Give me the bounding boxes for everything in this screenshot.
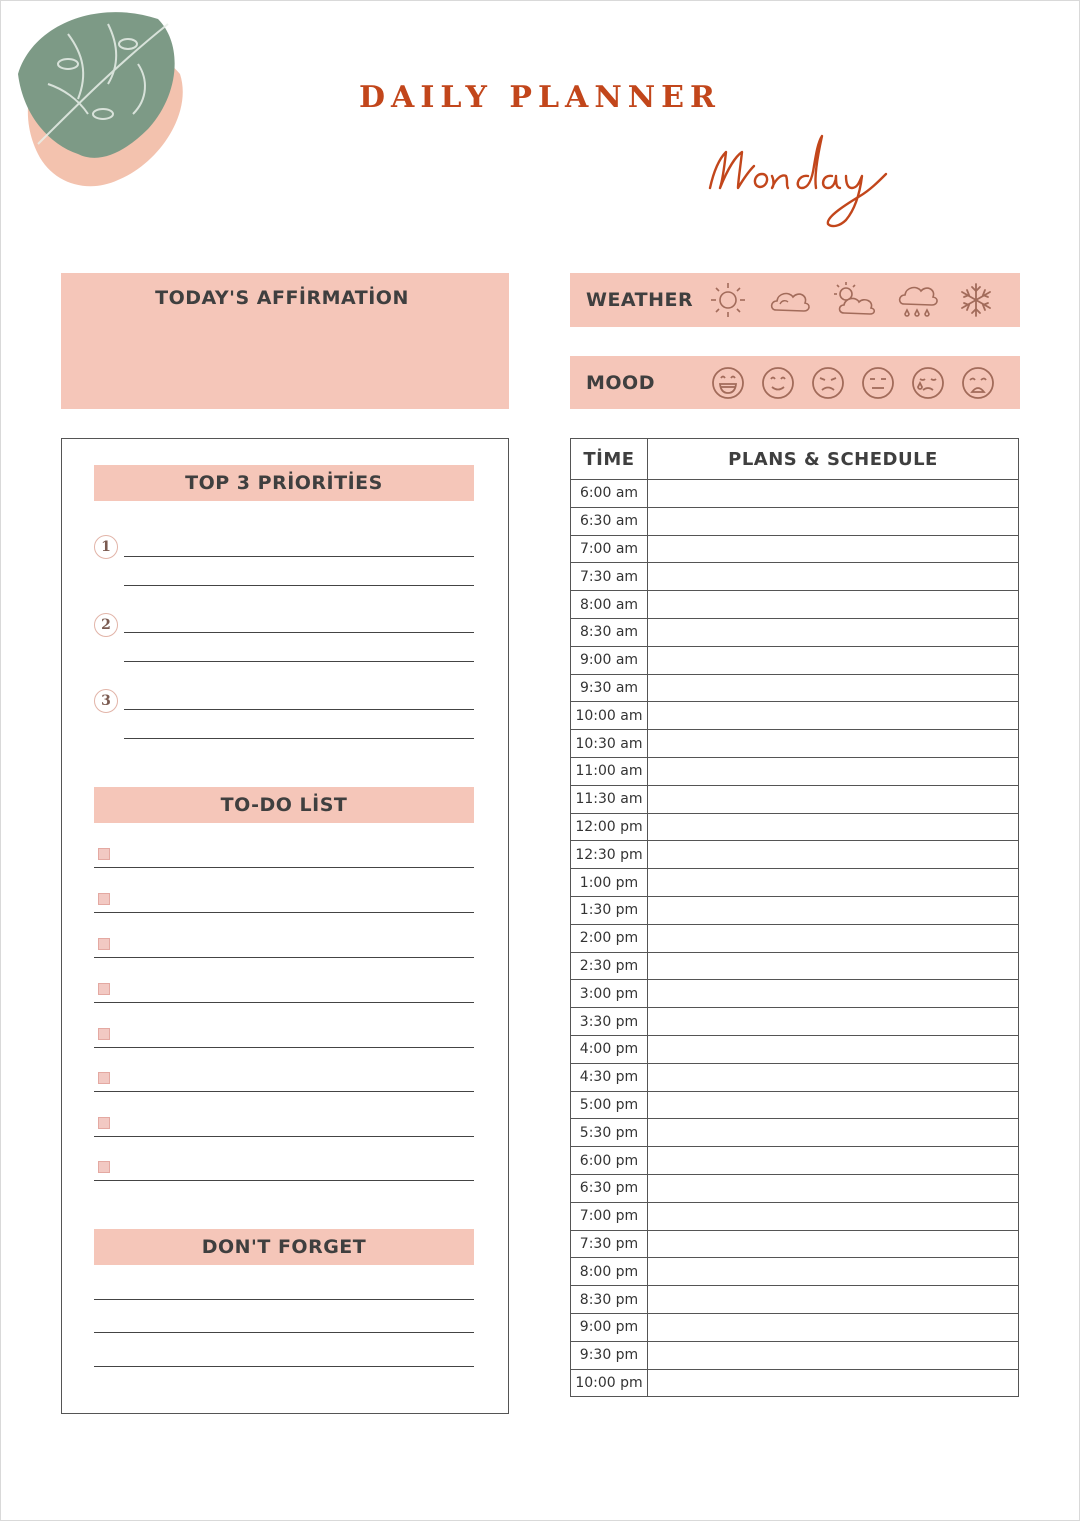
schedule-row	[571, 896, 1019, 924]
todo-line[interactable]	[94, 1047, 474, 1048]
schedule-row	[571, 1341, 1019, 1369]
schedule-row	[571, 1091, 1019, 1119]
time-cell: 12:30 pm	[571, 841, 648, 869]
plan-cell[interactable]	[648, 1230, 1019, 1258]
left-panel	[61, 438, 509, 1414]
time-cell: 9:00 am	[571, 646, 648, 674]
time-cell: 4:30 pm	[571, 1063, 648, 1091]
dont-forget-line[interactable]	[94, 1366, 474, 1367]
weather-icons	[708, 280, 994, 320]
plans-header: PLANS & SCHEDULE	[648, 439, 1019, 480]
time-cell: 2:30 pm	[571, 952, 648, 980]
time-cell: 10:00 am	[571, 702, 648, 730]
priority-2-line-a[interactable]	[124, 632, 474, 633]
plan-cell[interactable]	[648, 869, 1019, 897]
time-cell: 2:00 pm	[571, 924, 648, 952]
schedule-row	[571, 1063, 1019, 1091]
plan-cell[interactable]	[648, 1258, 1019, 1286]
time-cell: 11:30 am	[571, 785, 648, 813]
schedule-header-row	[571, 439, 1019, 480]
schedule-row	[571, 563, 1019, 591]
priority-3-line-a[interactable]	[124, 709, 474, 710]
todo-checkbox[interactable]	[98, 1161, 110, 1173]
plan-cell[interactable]	[648, 841, 1019, 869]
affirmation-box[interactable]	[61, 273, 509, 409]
todo-line[interactable]	[94, 1002, 474, 1003]
schedule-row	[571, 1313, 1019, 1341]
schedule-row	[571, 507, 1019, 535]
schedule-row	[571, 757, 1019, 785]
plan-cell[interactable]	[648, 563, 1019, 591]
time-cell: 5:00 pm	[571, 1091, 648, 1119]
plan-cell[interactable]	[648, 618, 1019, 646]
time-cell: 1:30 pm	[571, 896, 648, 924]
snowflake-icon[interactable]	[958, 280, 994, 320]
dont-forget-line[interactable]	[94, 1299, 474, 1300]
plan-cell[interactable]	[648, 757, 1019, 785]
plan-cell[interactable]	[648, 924, 1019, 952]
crying-face-icon[interactable]	[910, 365, 946, 401]
schedule-row	[571, 1035, 1019, 1063]
schedule-row	[571, 924, 1019, 952]
schedule-row	[571, 1369, 1019, 1397]
time-cell: 8:00 am	[571, 591, 648, 619]
plan-cell[interactable]	[648, 1313, 1019, 1341]
schedule-row	[571, 1230, 1019, 1258]
priority-number-2: 2	[94, 613, 118, 637]
schedule-row	[571, 1008, 1019, 1036]
schedule-row	[571, 480, 1019, 508]
plan-cell[interactable]	[648, 1008, 1019, 1036]
weather-box	[570, 273, 1020, 327]
todo-line[interactable]	[94, 957, 474, 958]
plan-cell[interactable]	[648, 1119, 1019, 1147]
plan-cell[interactable]	[648, 785, 1019, 813]
upset-face-icon[interactable]	[960, 365, 996, 401]
priority-2-line-b[interactable]	[124, 661, 474, 662]
time-header: TİME	[571, 439, 648, 480]
todo-header	[94, 787, 474, 823]
time-cell: 1:00 pm	[571, 869, 648, 897]
plan-cell[interactable]	[648, 535, 1019, 563]
page-title: DAILY PLANNER	[359, 80, 721, 115]
time-cell: 8:30 am	[571, 618, 648, 646]
schedule-row	[571, 535, 1019, 563]
plan-cell[interactable]	[648, 1341, 1019, 1369]
schedule-row	[571, 1174, 1019, 1202]
plan-cell[interactable]	[648, 952, 1019, 980]
todo-line[interactable]	[94, 1091, 474, 1092]
time-cell: 5:30 pm	[571, 1119, 648, 1147]
affirmation-label: TODAY'S AFFİRMATİON	[155, 287, 409, 309]
todo-label: TO-DO LİST	[220, 794, 348, 816]
todo-line[interactable]	[94, 912, 474, 913]
plan-cell[interactable]	[648, 591, 1019, 619]
schedule-row	[571, 702, 1019, 730]
dont-forget-label: DON'T FORGET	[201, 1236, 367, 1258]
plan-cell[interactable]	[648, 813, 1019, 841]
neutral-face-icon[interactable]	[860, 365, 896, 401]
schedule-row	[571, 841, 1019, 869]
time-cell: 6:00 pm	[571, 1147, 648, 1175]
todo-checkbox[interactable]	[98, 848, 110, 860]
schedule-body	[571, 480, 1019, 1397]
schedule-row	[571, 785, 1019, 813]
plan-cell[interactable]	[648, 646, 1019, 674]
priority-number-3: 3	[94, 689, 118, 713]
schedule-row	[571, 1286, 1019, 1314]
todo-line[interactable]	[94, 1136, 474, 1137]
schedule-row	[571, 952, 1019, 980]
weather-label: WEATHER	[586, 289, 694, 311]
day-script-signature	[700, 130, 910, 230]
plan-cell[interactable]	[648, 1369, 1019, 1397]
plan-cell[interactable]	[648, 1174, 1019, 1202]
time-cell: 7:30 pm	[571, 1230, 648, 1258]
todo-line[interactable]	[94, 867, 474, 868]
time-cell: 10:30 am	[571, 730, 648, 758]
plan-cell[interactable]	[648, 730, 1019, 758]
time-cell: 9:30 am	[571, 674, 648, 702]
plan-cell[interactable]	[648, 480, 1019, 508]
todo-checkbox[interactable]	[98, 893, 110, 905]
dont-forget-header	[94, 1229, 474, 1265]
time-cell: 9:00 pm	[571, 1313, 648, 1341]
plan-cell[interactable]	[648, 702, 1019, 730]
grin-face-icon[interactable]	[710, 365, 746, 401]
mood-box	[570, 356, 1020, 409]
cloud-icon[interactable]	[768, 280, 812, 320]
todo-checkbox[interactable]	[98, 1117, 110, 1129]
time-cell: 7:00 pm	[571, 1202, 648, 1230]
time-cell: 9:30 pm	[571, 1341, 648, 1369]
mood-label: MOOD	[586, 371, 655, 394]
todo-checkbox[interactable]	[98, 1028, 110, 1040]
todo-checkbox[interactable]	[98, 938, 110, 950]
plan-cell[interactable]	[648, 507, 1019, 535]
todo-line[interactable]	[94, 1180, 474, 1181]
partly-cloudy-icon[interactable]	[832, 280, 876, 320]
schedule-row	[571, 1119, 1019, 1147]
schedule-row	[571, 869, 1019, 897]
schedule-row	[571, 674, 1019, 702]
sun-icon[interactable]	[708, 280, 748, 320]
schedule-row	[571, 730, 1019, 758]
priority-number-1: 1	[94, 535, 118, 559]
schedule-table	[570, 438, 1019, 1397]
plan-cell[interactable]	[648, 1063, 1019, 1091]
plan-cell[interactable]	[648, 896, 1019, 924]
time-cell: 4:00 pm	[571, 1035, 648, 1063]
sad-face-icon[interactable]	[810, 365, 846, 401]
time-cell: 11:00 am	[571, 757, 648, 785]
priority-1-line-b[interactable]	[124, 585, 474, 586]
schedule-row	[571, 1202, 1019, 1230]
schedule-row	[571, 591, 1019, 619]
time-cell: 7:00 am	[571, 535, 648, 563]
monstera-leaf-illustration	[8, 4, 190, 194]
time-cell: 3:30 pm	[571, 1008, 648, 1036]
schedule-row	[571, 1147, 1019, 1175]
time-cell: 8:00 pm	[571, 1258, 648, 1286]
schedule-row	[571, 980, 1019, 1008]
plan-cell[interactable]	[648, 1202, 1019, 1230]
priorities-header	[94, 465, 474, 501]
schedule-row	[571, 1258, 1019, 1286]
schedule-row	[571, 813, 1019, 841]
time-cell: 12:00 pm	[571, 813, 648, 841]
plan-cell[interactable]	[648, 980, 1019, 1008]
dont-forget-line[interactable]	[94, 1332, 474, 1333]
plan-cell[interactable]	[648, 1286, 1019, 1314]
time-cell: 7:30 am	[571, 563, 648, 591]
time-cell: 8:30 pm	[571, 1286, 648, 1314]
plan-cell[interactable]	[648, 1035, 1019, 1063]
time-cell: 10:00 pm	[571, 1369, 648, 1397]
mood-icons	[710, 365, 996, 401]
smile-face-icon[interactable]	[760, 365, 796, 401]
time-cell: 6:00 am	[571, 480, 648, 508]
priorities-label: TOP 3 PRİORİTİES	[185, 472, 383, 494]
time-cell: 6:30 am	[571, 507, 648, 535]
time-cell: 6:30 pm	[571, 1174, 648, 1202]
schedule-row	[571, 646, 1019, 674]
schedule-row	[571, 618, 1019, 646]
plan-cell[interactable]	[648, 674, 1019, 702]
time-cell: 3:00 pm	[571, 980, 648, 1008]
todo-checkbox[interactable]	[98, 983, 110, 995]
priority-1-line-a[interactable]	[124, 556, 474, 557]
todo-checkbox[interactable]	[98, 1072, 110, 1084]
plan-cell[interactable]	[648, 1147, 1019, 1175]
rain-icon[interactable]	[896, 280, 938, 320]
plan-cell[interactable]	[648, 1091, 1019, 1119]
priority-3-line-b[interactable]	[124, 738, 474, 739]
